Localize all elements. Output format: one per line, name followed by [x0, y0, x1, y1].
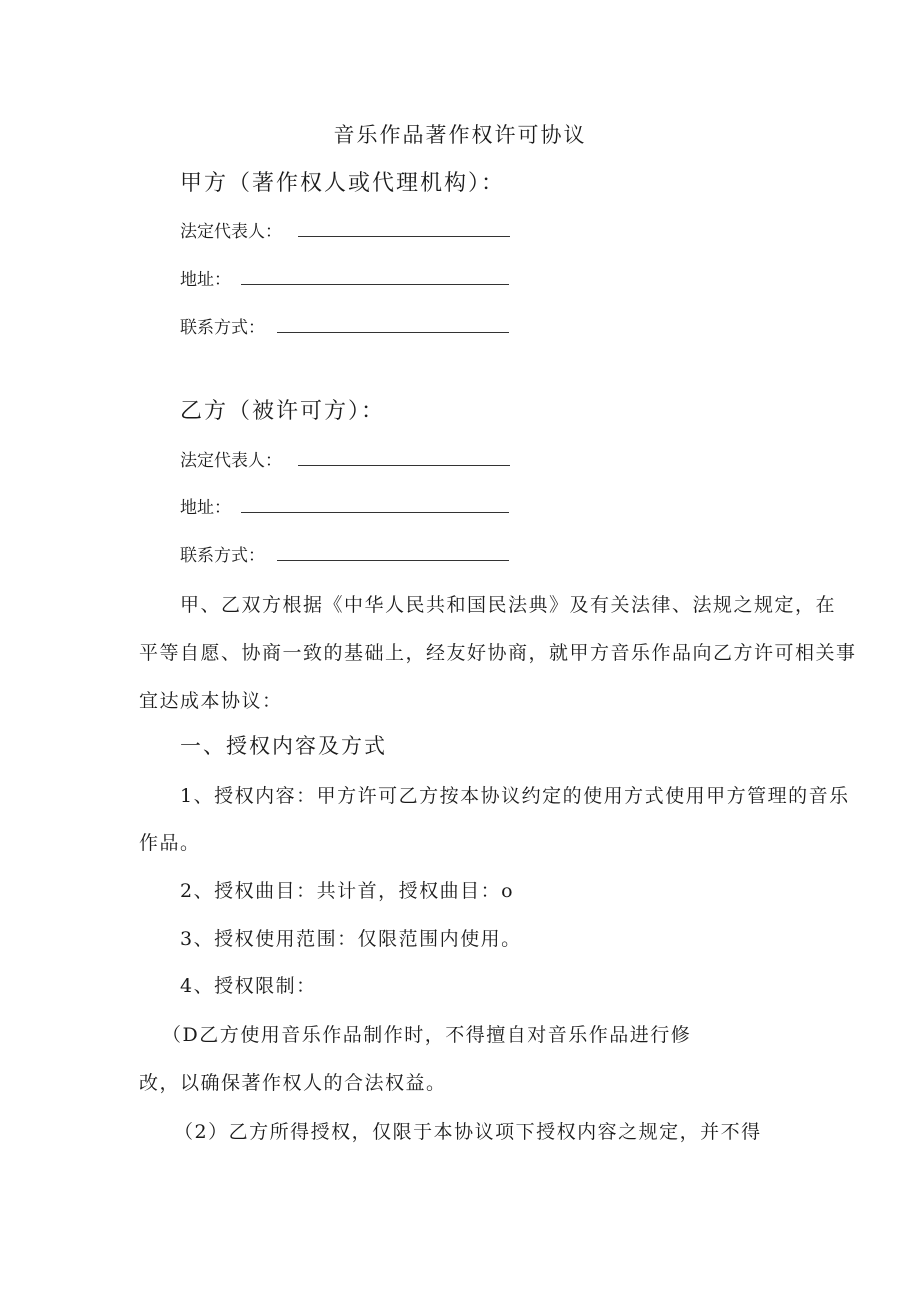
party-a-addr-blank[interactable]: [241, 266, 509, 285]
party-b-heading: 乙方（被许可方）：: [180, 399, 386, 424]
clause-line: 3、授权使用范围：仅限范围内使用。: [180, 928, 522, 950]
document-title: 音乐作品著作权许可协议: [333, 123, 587, 147]
party-a-contact-label: 联系方式：: [180, 318, 265, 338]
preamble-line: 甲、乙双方根据《中华人民共和国民法典》及有关法律、法规之规定，在: [180, 594, 837, 616]
party-a-addr-row: [180, 266, 509, 293]
party-a-rep-blank[interactable]: [298, 218, 510, 237]
preamble-line: 宜达成本协议：: [139, 690, 283, 712]
party-a-rep-row: [180, 218, 510, 245]
party-b-contact-label: 联系方式：: [180, 546, 265, 566]
clause-line: （D乙方使用音乐作品制作时，不得擅自对音乐作品进行修: [162, 1024, 692, 1046]
preamble-line: 平等自愿、协商一致的基础上，经友好协商，就甲方音乐作品向乙方许可相关事: [139, 642, 857, 664]
party-b-addr-row: [180, 494, 509, 521]
party-b-rep-row: [180, 447, 510, 474]
party-b-addr-label: 地址：: [180, 498, 231, 518]
party-b-addr-blank[interactable]: [241, 494, 509, 513]
party-b-contact-row: [180, 542, 509, 569]
party-a-addr-label: 地址：: [180, 270, 231, 290]
clause-line: （2）乙方所得授权，仅限于本协议项下授权内容之规定，并不得: [174, 1121, 762, 1143]
clause-line: 改，以确保著作权人的合法权益。: [139, 1072, 447, 1094]
clause-line: 作品。: [139, 832, 201, 854]
party-a-contact-row: [180, 314, 509, 341]
section-heading: 一、授权内容及方式: [180, 734, 387, 758]
party-b-contact-blank[interactable]: [277, 542, 509, 561]
party-b-rep-blank[interactable]: [298, 447, 510, 466]
clause-line: 2、授权曲目：共计首，授权曲目：o: [180, 880, 515, 902]
party-b-rep-label: 法定代表人：: [180, 451, 282, 471]
party-a-contact-blank[interactable]: [277, 314, 509, 333]
clause-line: 1、授权内容：甲方许可乙方按本协议约定的使用方式使用甲方管理的音乐: [180, 785, 850, 807]
clause-line: 4、授权限制：: [180, 975, 317, 997]
party-a-heading: 甲方（著作权人或代理机构）：: [180, 171, 506, 196]
party-a-rep-label: 法定代表人：: [180, 222, 282, 242]
